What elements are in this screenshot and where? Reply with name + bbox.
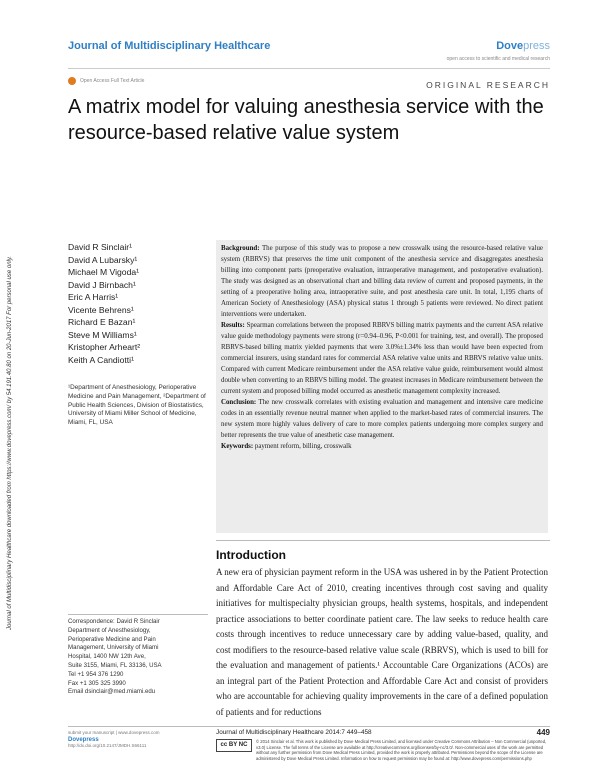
download-watermark-text: Journal of Multidisciplinary Healthcare downloaded from https://www.dovepress.com/ by 54.191.40.80 on 20-Jun-2017 For personal use only. [7,255,13,630]
abstract-keywords-text: payment reform, billing, crosswalk [254,443,352,450]
abstract-results-label: Results: [221,322,245,329]
correspondence-divider [68,614,208,615]
article-type: ORIGINAL RESEARCH [426,80,550,90]
correspondence-line: Department of Anesthesiology, [68,626,151,634]
publisher-logo[interactable] [496,40,550,52]
abstract-keywords-label: Keywords: [221,443,254,450]
license-text: © 2014 Sinclair et al. This work is published by Dove Medical Press Limited, and licensed under Creative Commons Attribution – Non Commercial (unported, v3.0) License. The full terms of the License are available at http://creativecommons.org/licenses/by-nc/3.0/. Non-commercial uses of the work are permitted without any further permission from Dove Medical Press Limited, provided the work is properly attributed. Permissions beyond the scope of the License are administered by Dove Medical Press Limited. Information on how to request permission may be found at: http://www.dovepress.com/permissions.php [256,739,547,761]
abstract-background-label: Background: [221,245,260,252]
abstract-conclusion-label: Conclusion: [221,399,257,406]
author-name: David J Birnbach¹ [68,279,136,290]
author-name: Keith A Candiotti¹ [68,354,134,365]
submit-manuscript-link[interactable]: submit your manuscript | www.dovepress.com [68,730,160,735]
author-name: David A Lubarsky¹ [68,254,138,265]
correspondence-line: Management, University of Miami [68,644,159,652]
abstract-keywords [221,441,543,452]
open-access-icon [68,77,76,85]
correspondence-line: Correspondence: David R Sinclair [68,618,160,625]
abstract-conclusion-text: The new crosswalk correlates with existing evaluation and management and intensive care medicine codes in an essentially revenue neutral manner when applied to the market-based rates of commercial insurers. The new system more highly values delivery of care to more complex patients undergoing more complex surgery and better represents the true value of anesthetic case management. [221,399,544,439]
author-name: David R Sinclair¹ [68,242,132,252]
section-divider [216,540,550,541]
affiliation: ¹Department of Anesthesiology, Perioperative Medicine and Pain Management, ²Department of Public Health Sciences, Division of Biostatistics, University of Miami Miller School of Medicine, Miami, FL, USA [68,384,206,427]
correspondence-email[interactable]: Email dsinclair@med.miami.edu [68,688,156,696]
publisher-name-press: press [523,40,550,52]
article-title: A matrix model for valuing anesthesia service with the resource-based relative value system [68,96,544,144]
footer-dovepress-logo[interactable]: Dovepress [68,736,99,743]
download-watermark [6,140,36,630]
correspondence [68,618,208,697]
correspondence-line: Fax +1 305 325 3990 [68,679,126,687]
journal-title[interactable]: Journal of Multidisciplinary Healthcare [68,40,271,52]
abstract-results-text: Spearman correlations between the proposed RBRVS billing matrix payments and the current ASA relative value guide methodology payments were strong (r=0.94–0.96, P<0.001 for training, test, and overall). The proposed RBRVS-based billing matrix yielded payments that were 3.0%±1.34% less than would have been expected from commercial insurers, using standard rates for commercial ASA relative value units and RBRVS relative value units. Compared with current Medicare reimbursement under the ASA relative value guide, reimbursement would almost double when converting to an RBRVS billing model. The greatest increases in Medicare reimbursement between the current system and proposed billing model occurred as anesthetic management complexity increased. [221,322,543,395]
author-list [68,241,140,366]
abstract-background-text: The purpose of this study was to propose a new crosswalk using the resource-based relative value system (RBRVS) that preserves the time unit component of the anesthesia service and disaggregates anesthesia billing into component parts (preoperative evaluation, intraoperative management, and postoperative evaluation). The study was designed as an observational chart and billing data review of current and proposed payments, in the setting of a preoperative holing area, intraoperative suite, and post anesthesia care unit. In total, 1,195 charts of American Society of Anesthesiology (ASA) physical status 1 through 5 patients were reviewed. No direct patient interventions were undertaken. [221,245,543,318]
footer-divider [68,726,550,727]
publisher-tagline: open access to scientific and medical research [446,56,550,62]
author-name: Kristopher Arheart² [68,342,141,352]
abstract-results [221,320,543,397]
correspondence-line: Hospital, 1400 NW 12th Ave, [68,653,146,661]
abstract-conclusion [221,397,543,441]
author-name: Steve M Williams¹ [68,329,137,340]
author-name: Richard E Bazan¹ [68,317,136,327]
abstract-box [216,240,548,533]
license-block [216,739,548,761]
introduction-body: A new era of physician payment reform in the USA was ushered in by the Patient Protection and Affordable Care Act of 2010, creating incentives through cost saving and quality initiatives for multispecialty physician groups, health systems, hospitals, and independent practice associations to better coordinate patient care. The law seeks to reduce health care costs through incentives to reduce unnecessary care by adding value-based, quality, and cost modifiers to the resource-based relative value scale (RBRVS), which is used to bill for the evaluation and management of patients.¹ Accountable Care Organizations (ACOs) are an integral part of the Patient Protection and Affordable Care Act and consist of providers who are accountable for achieving quality improvements in the care of a defined population of patients and for reductions [216,567,548,717]
doi-link[interactable]: http://dx.doi.org/10.2147/JMDH.S66111 [68,743,147,748]
page-number: 449 [536,728,550,737]
author-name: Eric A Harris¹ [68,292,119,302]
journal-citation: Journal of Multidisciplinary Healthcare 2014:7 449–458 [216,729,372,736]
publisher-name-dove: Dove [496,40,524,52]
author-name: Michael M Vigoda¹ [68,267,140,277]
header-divider [68,68,550,69]
abstract-background [221,243,543,320]
introduction-heading: Introduction [216,548,286,562]
correspondence-line: Perioperative Medicine and Pain [68,635,156,643]
correspondence-line: Suite 3155, Miami, FL 33136, USA [68,661,162,669]
footer-left [68,730,208,750]
author-name: Vicente Behrens¹ [68,304,134,315]
creative-commons-icon[interactable]: cc BY NC [216,739,252,752]
open-access-label: Open Access Full Text Article [80,78,145,84]
open-access-badge [68,77,144,85]
correspondence-line: Tel +1 954 376 1290 [68,670,124,678]
